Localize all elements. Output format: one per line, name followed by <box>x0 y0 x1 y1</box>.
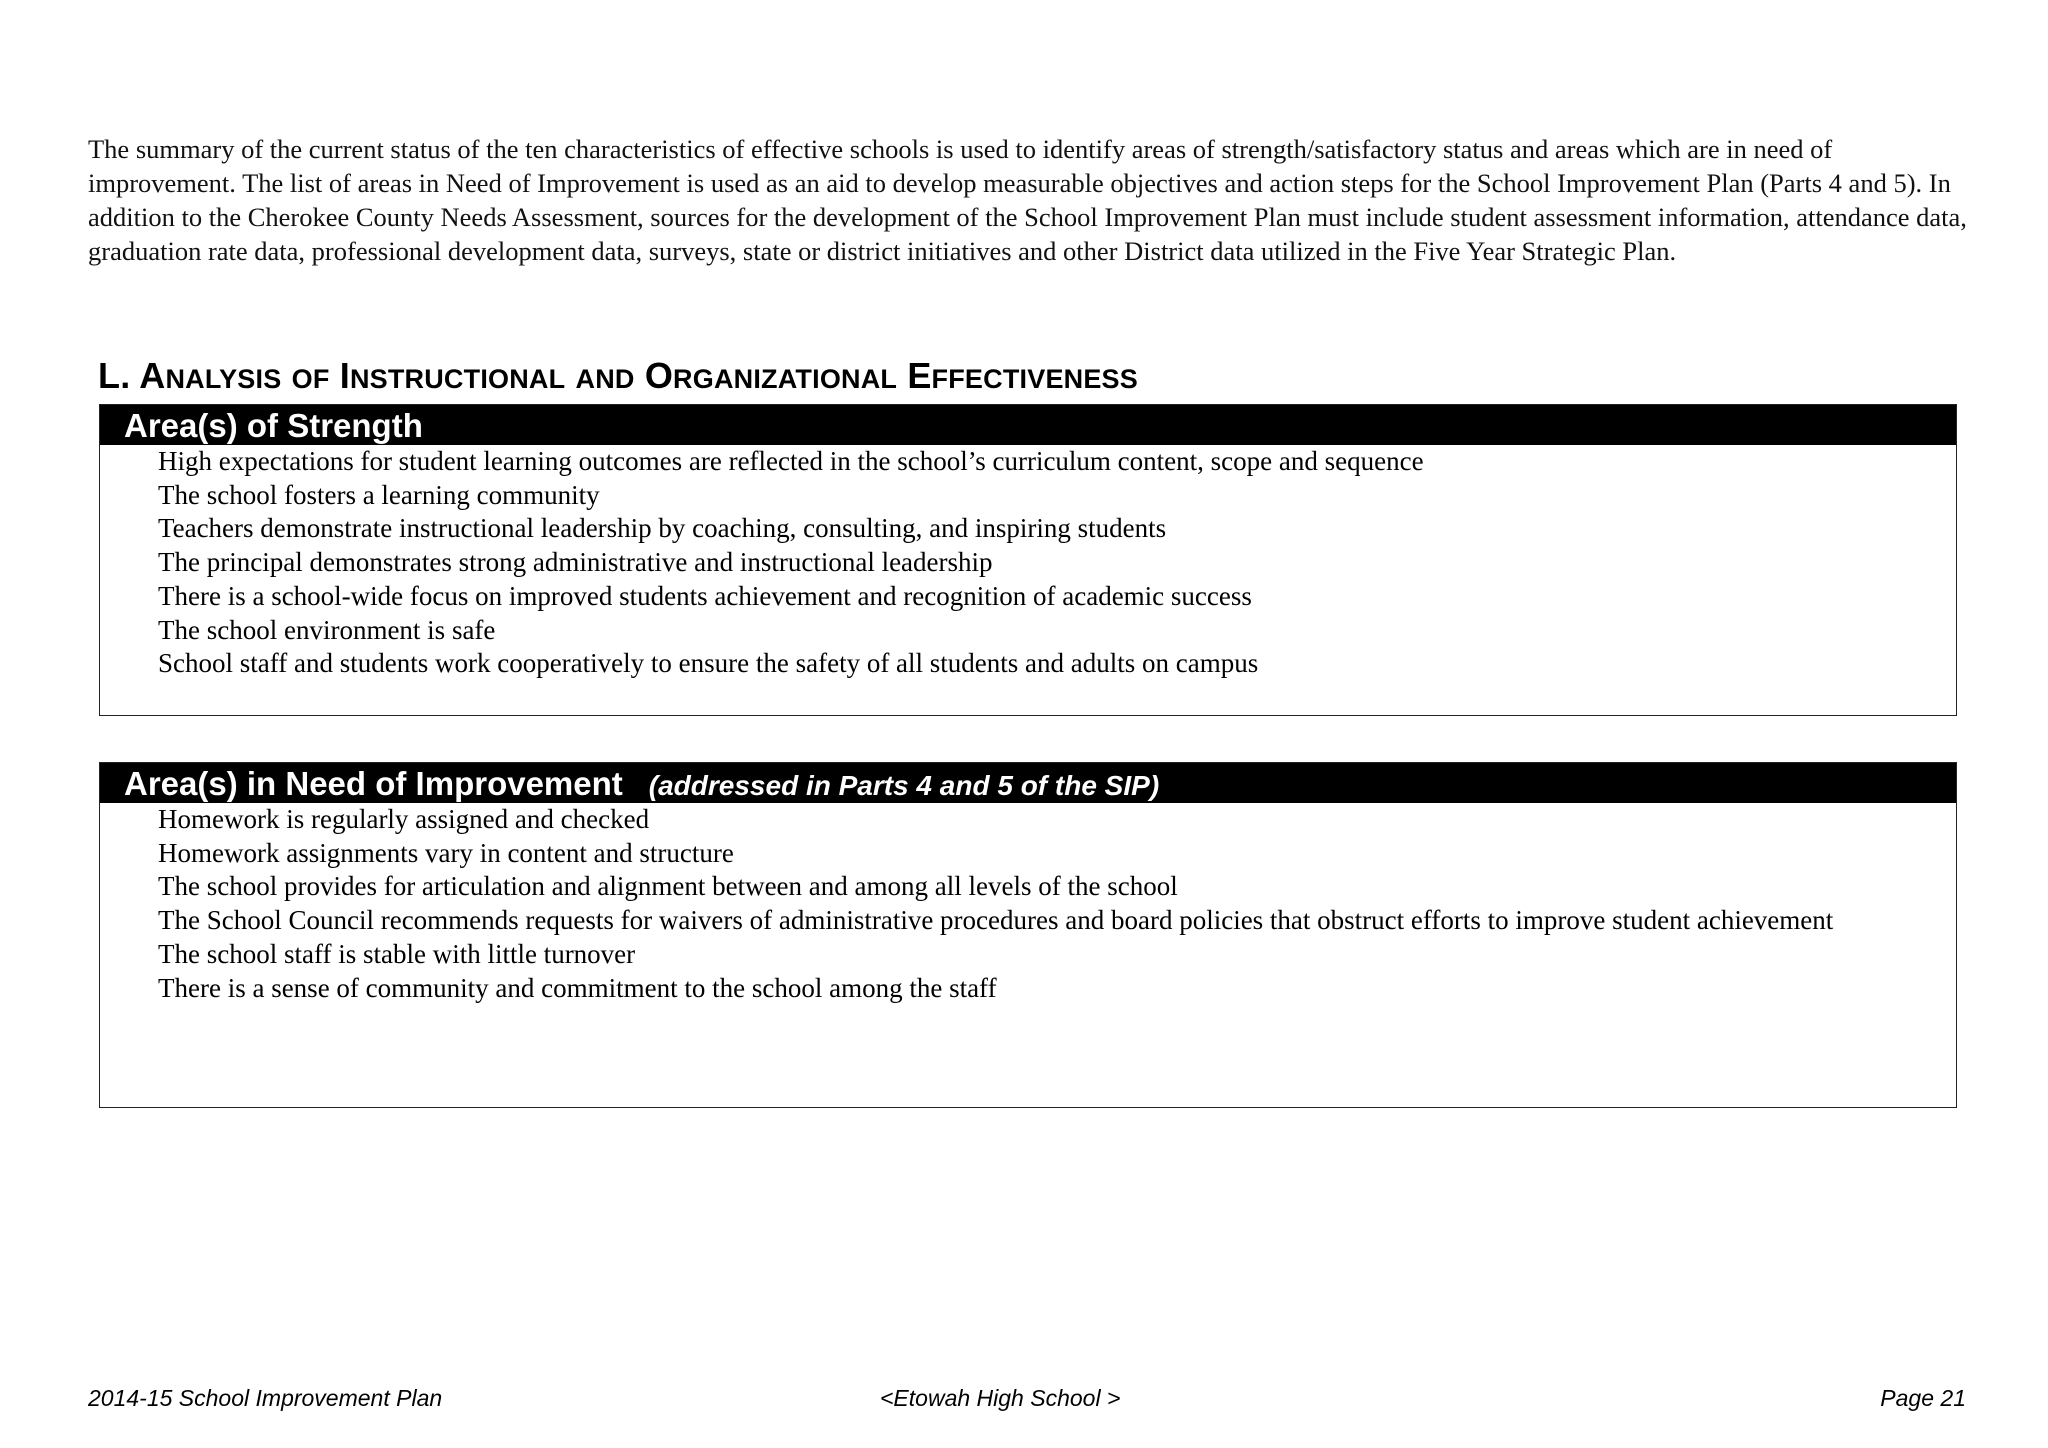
improvement-item: The school provides for articulation and alignment between and among all levels of the school <box>158 871 1178 902</box>
improvement-box <box>99 762 1957 1108</box>
improvement-title: Area(s) in Need of Improvement <box>124 765 623 802</box>
strength-item: High expectations for student learning outcomes are reflected in the school’s curriculum content, scope and sequence <box>158 446 1424 476</box>
heading-word-5: ORGANIZATIONAL <box>644 355 898 396</box>
strength-item: The school fosters a learning community <box>158 479 600 510</box>
heading-word-2: OF <box>291 364 330 394</box>
heading-word-4: AND <box>575 364 635 394</box>
strength-list <box>100 445 1956 681</box>
strength-item: School staff and students work cooperatively to ensure the safety of all students and adults on campus <box>158 648 1259 679</box>
improvement-item: There is a sense of community and commitment to the school among the staff <box>158 972 997 1003</box>
heading-word-3: INSTRUCTIONAL <box>339 355 566 396</box>
improvement-item: The school staff is stable with little turnover <box>158 938 636 969</box>
section-prefix: L. <box>98 355 140 396</box>
strength-item: There is a school-wide focus on improved students achievement and recognition of academic success <box>158 580 1252 611</box>
strength-item: Teachers demonstrate instructional leadership by coaching, consulting, and inspiring students <box>158 513 1167 544</box>
heading-word-6: EFFECTIVENESS <box>907 355 1138 396</box>
strength-title: Area(s) of Strength <box>124 407 423 444</box>
footer-page-number: Page 21 <box>1880 1385 1966 1411</box>
improvement-header <box>100 763 1956 803</box>
improvement-list <box>100 803 1956 1005</box>
improvement-item: The School Council recommends requests for waivers of administrative procedures and board policies that obstruct efforts to improve student achievement <box>158 905 1834 936</box>
strength-item: The school environment is safe <box>158 614 496 645</box>
improvement-note: (addressed in Parts 4 and 5 of the SIP) <box>648 770 1160 801</box>
footer-school-name: <Etowah High School > <box>880 1385 1121 1411</box>
improvement-item: Homework assignments vary in content and structure <box>158 837 734 868</box>
section-heading <box>98 356 1138 399</box>
intro-paragraph: The summary of the current status of the ten characteristics of effective schools is used to identify areas of strength/satisfactory status and areas which are in need of improvement. The list of areas in Need of Improvement is used as an aid to develop measurable objectives and action steps for the School Improvement Plan (Parts 4 and 5). In addition to the Cherokee County Needs Assessment, sources for the development of the School Improvement Plan must include student assessment information, attendance data, graduation rate data, professional development data, surveys, state or district initiatives and other District data utilized in the Five Year Strategic Plan. <box>88 134 1967 266</box>
strength-header <box>100 405 1956 445</box>
improvement-item: Homework is regularly assigned and checked <box>158 804 650 834</box>
strength-item: The principal demonstrates strong administrative and instructional leadership <box>158 547 993 578</box>
strength-box <box>99 404 1957 716</box>
heading-word-1: ANALYSIS <box>139 355 282 396</box>
footer-plan-title: 2014-15 School Improvement Plan <box>88 1385 443 1411</box>
